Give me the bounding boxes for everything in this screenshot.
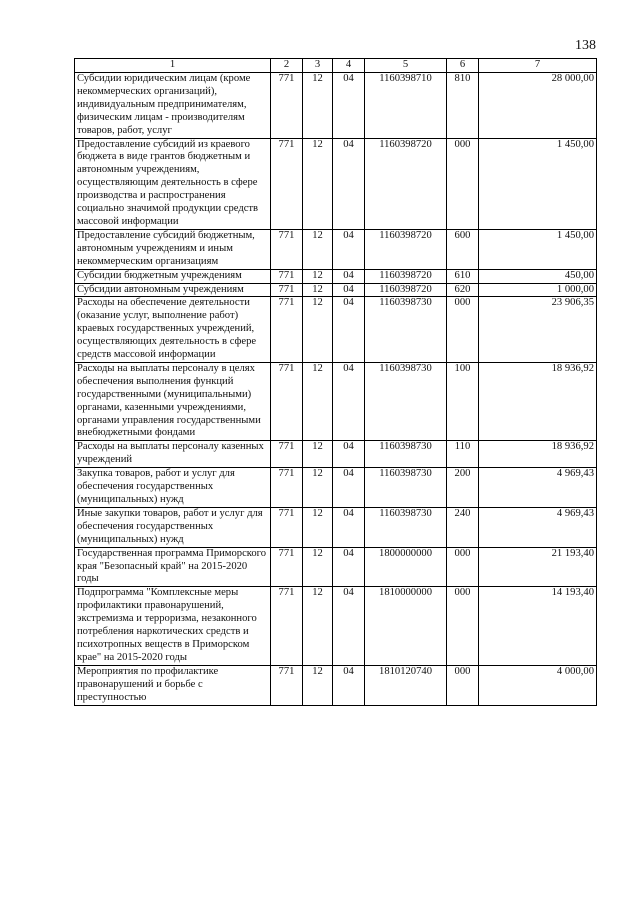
code-cell: 04 [333, 283, 365, 297]
code-cell: 771 [271, 665, 303, 705]
code-cell: 771 [271, 73, 303, 139]
code-cell: 771 [271, 229, 303, 269]
code-cell: 1810120740 [365, 665, 447, 705]
table-row [75, 362, 597, 440]
code-cell: 04 [333, 468, 365, 508]
amount-cell: 1 450,00 [479, 138, 597, 229]
header-cell: 1 [75, 59, 271, 73]
code-cell: 12 [303, 441, 333, 468]
code-cell: 000 [447, 297, 479, 363]
table-row [75, 283, 597, 297]
code-cell: 771 [271, 138, 303, 229]
amount-cell: 1 000,00 [479, 283, 597, 297]
amount-cell: 21 193,40 [479, 547, 597, 587]
table-row [75, 269, 597, 283]
code-cell: 600 [447, 229, 479, 269]
code-cell: 771 [271, 587, 303, 665]
code-cell: 610 [447, 269, 479, 283]
table-row [75, 665, 597, 705]
table-row [75, 441, 597, 468]
code-cell: 12 [303, 229, 333, 269]
page-number: 138 [575, 38, 596, 53]
table-row [75, 229, 597, 269]
code-cell: 12 [303, 73, 333, 139]
code-cell: 1160398720 [365, 269, 447, 283]
table-body [75, 73, 597, 706]
code-cell: 12 [303, 283, 333, 297]
code-cell: 12 [303, 468, 333, 508]
row-name: Расходы на обеспечение деятельности (оказание услуг, выполнение работ) краевых государственных учреждений, осуществляющих деятельность в сфере средств массовой информации [75, 297, 271, 363]
code-cell: 771 [271, 269, 303, 283]
row-name: Закупка товаров, работ и услуг для обеспечения государственных (муниципальных) нужд [75, 468, 271, 508]
code-cell: 620 [447, 283, 479, 297]
code-cell: 04 [333, 507, 365, 547]
code-cell: 1800000000 [365, 547, 447, 587]
row-name: Предоставление субсидий из краевого бюджета в виде грантов бюджетным и автономным учреждениям, осуществляющим деятельность в сфере производства и распространения социально значимой продукции средств массовой информации [75, 138, 271, 229]
header-cell: 3 [303, 59, 333, 73]
code-cell: 04 [333, 269, 365, 283]
code-cell: 12 [303, 138, 333, 229]
row-name: Субсидии юридическим лицам (кроме некоммерческих организаций), индивидуальным предпринимателям, физическим лицам - производителям товаров, работ, услуг [75, 73, 271, 139]
code-cell: 100 [447, 362, 479, 440]
code-cell: 1160398730 [365, 468, 447, 508]
header-cell: 4 [333, 59, 365, 73]
code-cell: 810 [447, 73, 479, 139]
code-cell: 110 [447, 441, 479, 468]
row-name: Расходы на выплаты персоналу казенных учреждений [75, 441, 271, 468]
row-name: Предоставление субсидий бюджетным, автономным учреждениям и иным некоммерческим организациям [75, 229, 271, 269]
code-cell: 04 [333, 547, 365, 587]
amount-cell: 18 936,92 [479, 441, 597, 468]
row-name: Государственная программа Приморского края "Безопасный край" на 2015-2020 годы [75, 547, 271, 587]
code-cell: 1160398730 [365, 441, 447, 468]
code-cell: 04 [333, 297, 365, 363]
code-cell: 1160398710 [365, 73, 447, 139]
code-cell: 04 [333, 229, 365, 269]
header-cell: 6 [447, 59, 479, 73]
amount-cell: 450,00 [479, 269, 597, 283]
amount-cell: 23 906,35 [479, 297, 597, 363]
code-cell: 1160398730 [365, 507, 447, 547]
table-row [75, 547, 597, 587]
code-cell: 000 [447, 547, 479, 587]
code-cell: 771 [271, 547, 303, 587]
row-name: Мероприятия по профилактике правонарушений и борьбе с преступностью [75, 665, 271, 705]
code-cell: 240 [447, 507, 479, 547]
code-cell: 12 [303, 269, 333, 283]
table-row [75, 73, 597, 139]
code-cell: 771 [271, 297, 303, 363]
code-cell: 04 [333, 362, 365, 440]
code-cell: 12 [303, 587, 333, 665]
amount-cell: 14 193,40 [479, 587, 597, 665]
table-row [75, 138, 597, 229]
amount-cell: 18 936,92 [479, 362, 597, 440]
code-cell: 12 [303, 507, 333, 547]
code-cell: 04 [333, 441, 365, 468]
amount-cell: 28 000,00 [479, 73, 597, 139]
code-cell: 771 [271, 468, 303, 508]
code-cell: 000 [447, 138, 479, 229]
row-name: Подпрограмма "Комплексные меры профилактики правонарушений, экстремизма и терроризма, незаконного потребления наркотических средств и психотропных веществ в Приморском крае" на 2015-2020 годы [75, 587, 271, 665]
row-name: Иные закупки товаров, работ и услуг для обеспечения государственных (муниципальных) нужд [75, 507, 271, 547]
amount-cell: 1 450,00 [479, 229, 597, 269]
code-cell: 000 [447, 587, 479, 665]
header-row [75, 59, 597, 73]
amount-cell: 4 969,43 [479, 507, 597, 547]
row-name: Расходы на выплаты персоналу в целях обеспечения выполнения функций государственными (муниципальными) органами, казенными учреждениями, органами управления государственными внебюджетными фондами [75, 362, 271, 440]
row-name: Субсидии бюджетным учреждениям [75, 269, 271, 283]
header-cell: 5 [365, 59, 447, 73]
code-cell: 771 [271, 283, 303, 297]
code-cell: 1160398720 [365, 138, 447, 229]
code-cell: 771 [271, 507, 303, 547]
code-cell: 000 [447, 665, 479, 705]
code-cell: 12 [303, 362, 333, 440]
code-cell: 1810000000 [365, 587, 447, 665]
amount-cell: 4 969,43 [479, 468, 597, 508]
table-row [75, 468, 597, 508]
code-cell: 1160398720 [365, 283, 447, 297]
code-cell: 200 [447, 468, 479, 508]
code-cell: 771 [271, 362, 303, 440]
code-cell: 1160398720 [365, 229, 447, 269]
header-cell: 7 [479, 59, 597, 73]
table-row [75, 507, 597, 547]
code-cell: 1160398730 [365, 362, 447, 440]
code-cell: 12 [303, 547, 333, 587]
code-cell: 04 [333, 73, 365, 139]
table-row [75, 587, 597, 665]
code-cell: 04 [333, 587, 365, 665]
header-cell: 2 [271, 59, 303, 73]
code-cell: 04 [333, 138, 365, 229]
code-cell: 12 [303, 297, 333, 363]
code-cell: 04 [333, 665, 365, 705]
budget-table [74, 58, 597, 706]
code-cell: 771 [271, 441, 303, 468]
code-cell: 1160398730 [365, 297, 447, 363]
amount-cell: 4 000,00 [479, 665, 597, 705]
code-cell: 12 [303, 665, 333, 705]
row-name: Субсидии автономным учреждениям [75, 283, 271, 297]
table-row [75, 297, 597, 363]
